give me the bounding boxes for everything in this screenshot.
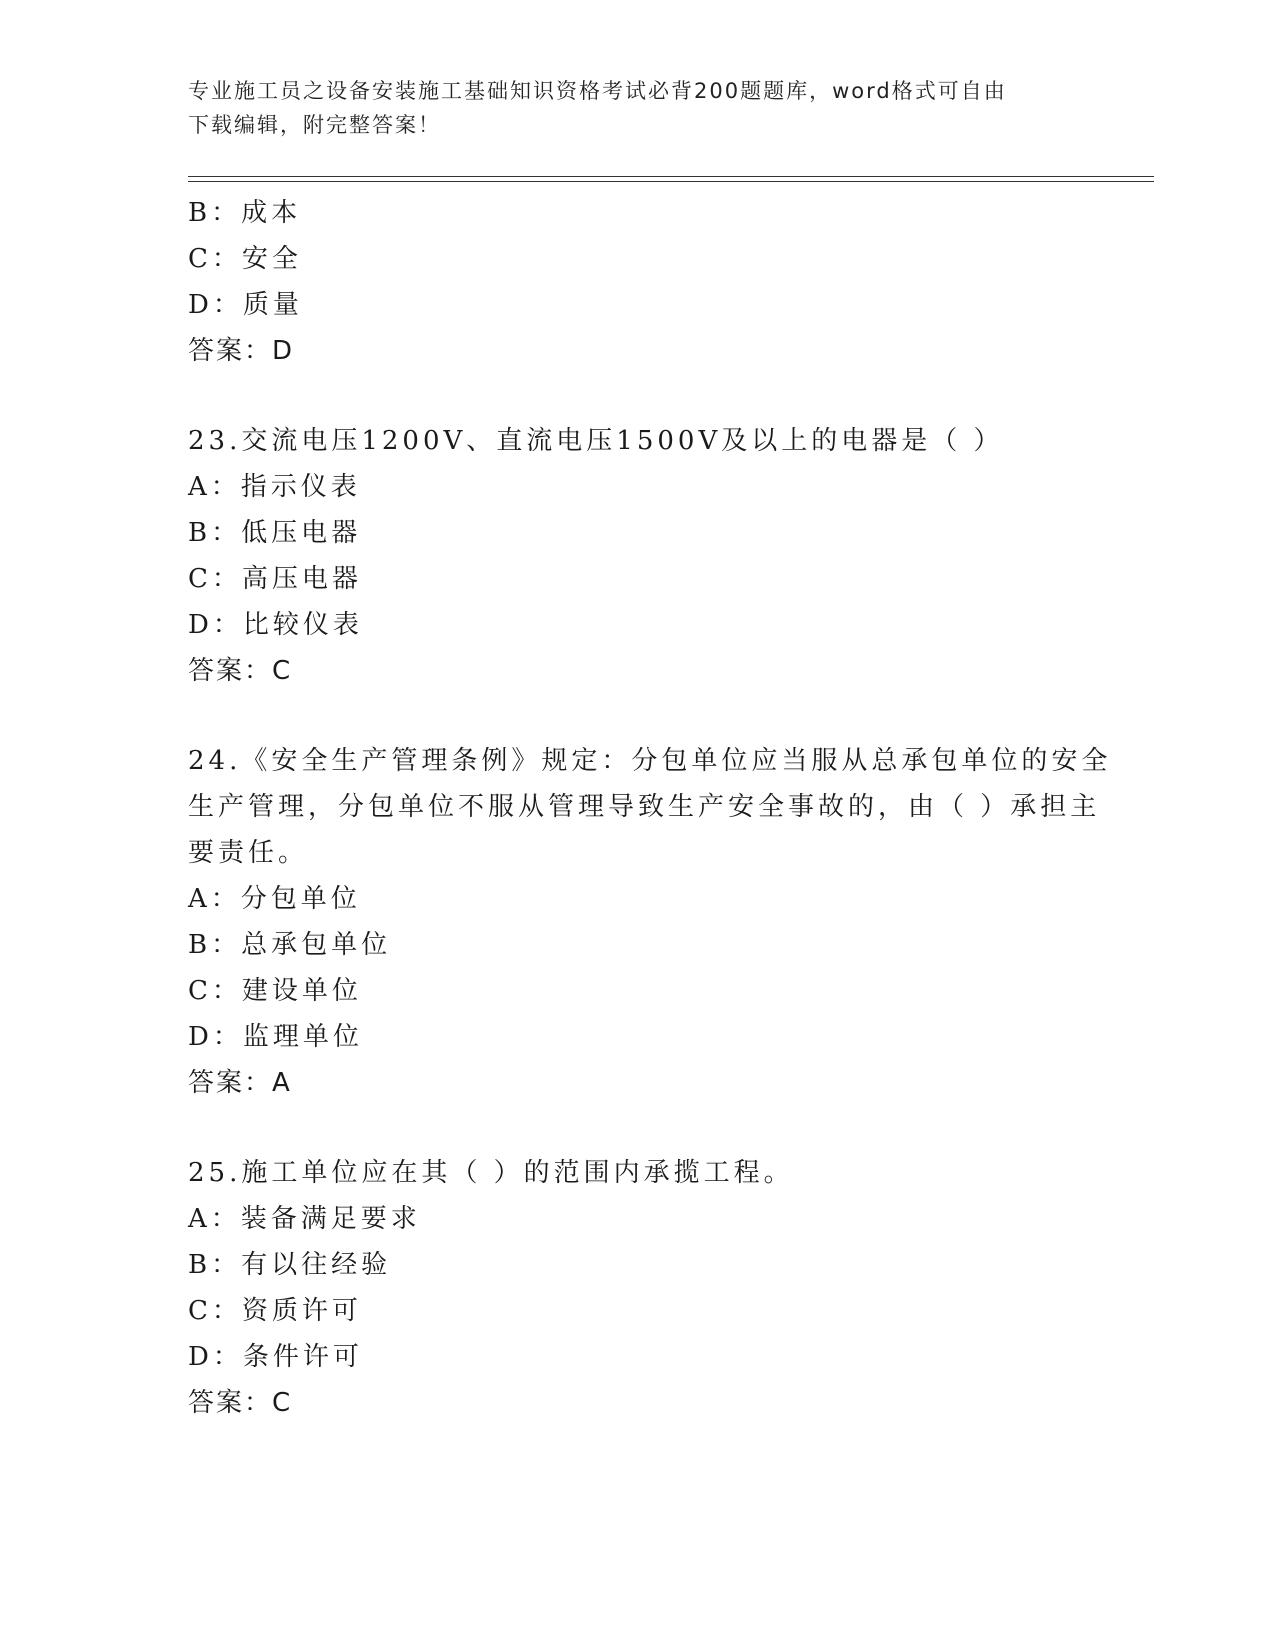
option-b: B：有以往经验: [188, 1250, 392, 1280]
option-c: C：建设单位: [188, 976, 362, 1006]
document-header: [188, 74, 1068, 142]
question-24: [188, 738, 1112, 1106]
answer: 答案：C: [188, 1388, 293, 1418]
option-c: C：安全: [188, 244, 302, 274]
option-b: B：低压电器: [188, 518, 362, 548]
question-list: [188, 190, 1112, 1426]
option-d: D：条件许可: [188, 1342, 363, 1372]
question-25: [188, 1150, 1088, 1426]
answer: 答案：C: [188, 656, 293, 686]
question-text: 25.施工单位应在其（ ）的范围内承揽工程。: [188, 1158, 794, 1188]
option-c: C：资质许可: [188, 1296, 362, 1326]
question-text-line-2: 生产管理，分包单位不服从管理导致生产安全事故的，由（ ）承担主: [188, 792, 1101, 822]
option-b: B：总承包单位: [188, 930, 392, 960]
spacer: [188, 374, 1088, 418]
question-text-line-1: 24.《安全生产管理条例》规定：分包单位应当服从总承包单位的安全: [188, 746, 1112, 776]
spacer: [188, 1106, 1088, 1150]
header-line-1: 专业施工员之设备安装施工基础知识资格考试必背200题题库，word格式可自由: [188, 79, 1007, 103]
header-divider-top: [188, 176, 1154, 177]
answer: 答案：D: [188, 336, 295, 366]
question-text-line-3: 要责任。: [188, 838, 309, 868]
question-text: 23.交流电压1200V、直流电压1500V及以上的电器是（ ）: [188, 426, 1004, 456]
question-23: [188, 418, 1088, 694]
option-a: A：分包单位: [188, 884, 361, 914]
option-d: D：质量: [188, 290, 303, 320]
option-b: B：成本: [188, 198, 302, 228]
question-22: [188, 190, 1088, 374]
header-divider-bottom: [188, 181, 1154, 182]
option-a: A：指示仪表: [188, 472, 361, 502]
answer: 答案：A: [188, 1068, 292, 1098]
header-line-2: 下载编辑，附完整答案！: [188, 113, 441, 137]
option-d: D：监理单位: [188, 1022, 363, 1052]
spacer: [188, 694, 1088, 738]
option-c: C：高压电器: [188, 564, 362, 594]
option-d: D：比较仪表: [188, 610, 363, 640]
option-a: A：装备满足要求: [188, 1204, 421, 1234]
